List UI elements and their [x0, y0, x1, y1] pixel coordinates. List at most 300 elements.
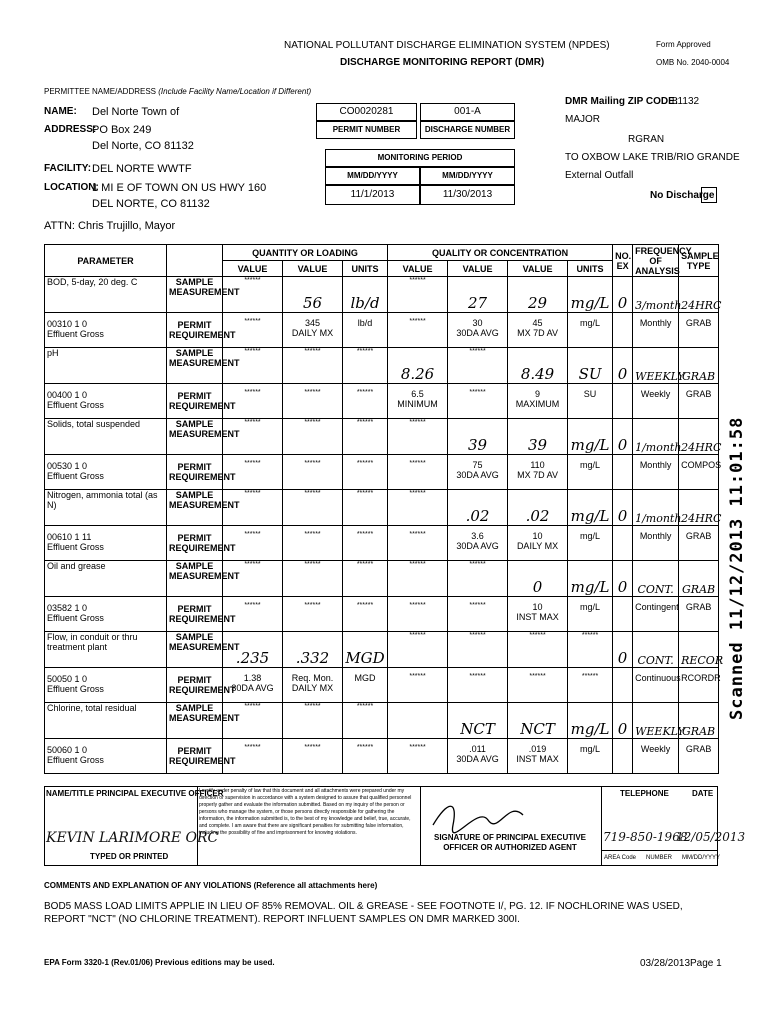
- sample-measurement-label: SAMPLE MEASUREMENT: [167, 277, 223, 313]
- measured-value[interactable]: [448, 490, 508, 526]
- to-date-label: MM/DD/YYYY: [420, 167, 515, 185]
- sample-measurement-label: SAMPLE MEASUREMENT: [167, 490, 223, 526]
- handwritten-value: 24HRC: [681, 512, 722, 525]
- measured-value[interactable]: [568, 703, 613, 739]
- permit-value: [508, 384, 568, 419]
- permit-limit: GRAB: [685, 531, 712, 541]
- permit-value: [388, 668, 448, 703]
- omb-number: OMB No. 2040-0004: [656, 58, 730, 67]
- permit-value: [448, 384, 508, 419]
- blank-value[interactable]: ******: [223, 277, 283, 313]
- permit-requirement-row: [45, 739, 719, 774]
- measured-value[interactable]: [508, 419, 568, 455]
- parameter-code: [45, 384, 167, 419]
- permit-value: [679, 384, 719, 419]
- handwritten-value: WEEKLY: [635, 370, 685, 383]
- blank-value[interactable]: ******: [283, 561, 343, 597]
- attention: ATTN: Chris Trujillo, Mayor: [44, 220, 176, 232]
- permit-value: [679, 526, 719, 561]
- parameter-code: [45, 313, 167, 348]
- permit-value: [633, 384, 679, 419]
- permit-limit: GRAB: [685, 389, 712, 399]
- handwritten-value: mg/L: [570, 578, 610, 596]
- permit-value: [388, 455, 448, 490]
- permit-value: [343, 526, 388, 561]
- monitoring-period-label: MONITORING PERIOD: [325, 149, 515, 167]
- permit-limit: 75: [472, 460, 483, 470]
- permit-limit: ******: [356, 744, 374, 751]
- handwritten-value: 0: [617, 294, 628, 312]
- measured-value[interactable]: [613, 277, 633, 313]
- permit-limit: mg/L: [580, 602, 601, 612]
- blank-value[interactable]: ******: [343, 419, 388, 455]
- permit-limit: 9: [535, 389, 541, 399]
- handwritten-value: 24HRC: [681, 299, 722, 312]
- measured-value[interactable]: [633, 419, 682, 455]
- frequency-header: FREQUENCY OF ANALYSIS: [633, 245, 679, 277]
- measured-value[interactable]: [448, 703, 508, 739]
- telephone-label: TELEPHONE: [620, 789, 669, 798]
- permit-limit-type: 30DA AVG: [231, 683, 274, 693]
- value-header: VALUE: [388, 261, 448, 277]
- blank-value[interactable]: ******: [388, 277, 448, 313]
- permit-limit: ******: [244, 389, 261, 396]
- parameter-code-value: 00400 1 0: [47, 390, 88, 400]
- measured-value[interactable]: [508, 277, 568, 313]
- permit-requirement-row: [45, 668, 719, 703]
- permit-limit: ******: [469, 673, 486, 680]
- permit-value: [568, 313, 613, 348]
- permit-value: [679, 597, 719, 632]
- sample-measurement-row: [45, 632, 719, 668]
- permit-requirement-row: [45, 597, 719, 632]
- measured-value[interactable]: [568, 277, 613, 313]
- permit-limit: ******: [409, 531, 426, 538]
- permit-limit: ******: [356, 602, 374, 609]
- parameter-location: Effluent Gross: [47, 400, 104, 410]
- parameter-code: [45, 739, 167, 774]
- permit-value: [448, 739, 508, 774]
- permit-value: [568, 597, 613, 632]
- permit-limit: ******: [529, 673, 546, 680]
- permit-limit: ******: [469, 389, 486, 396]
- signature-scribble: [428, 795, 528, 835]
- parameter-name: Oil and grease: [45, 561, 167, 597]
- permit-limit: Contingent: [635, 602, 679, 612]
- parameter-location: Effluent Gross: [47, 684, 104, 694]
- permit-limit-type: 30DA AVG: [456, 328, 499, 338]
- permit-limit: GRAB: [685, 318, 712, 328]
- permit-value: [679, 668, 719, 703]
- sample-measurement-row: [45, 419, 719, 455]
- permittee-heading: PERMITTEE NAME/ADDRESS (Include Facility Name/Location if Different): [44, 87, 312, 96]
- measured-value[interactable]: [613, 561, 633, 597]
- measured-value[interactable]: [613, 490, 633, 526]
- facility-label: FACILITY:: [44, 163, 92, 174]
- measured-value[interactable]: [343, 277, 388, 313]
- handwritten-value: CONT.: [637, 654, 674, 667]
- units-header: UNITS: [343, 261, 388, 277]
- parameter-code-value: 00610 1 11: [47, 532, 92, 542]
- measured-value[interactable]: [613, 419, 633, 455]
- handwritten-value: GRAB: [682, 370, 716, 383]
- permit-limit: Req. Mon.: [291, 673, 334, 683]
- sample-measurement-label: SAMPLE MEASUREMENT: [167, 632, 223, 668]
- permit-limit: 30: [472, 318, 483, 328]
- outfall-label: External Outfall: [565, 170, 634, 181]
- value-header: VALUE: [448, 261, 508, 277]
- handwritten-value: .332: [295, 649, 330, 667]
- permit-number: CO0020281: [316, 103, 417, 121]
- permit-limit: ******: [581, 673, 599, 680]
- measured-value[interactable]: [508, 348, 568, 384]
- measured-value[interactable]: [633, 490, 682, 526]
- measured-value[interactable]: [633, 632, 679, 668]
- permit-value: [448, 597, 508, 632]
- permit-value: [283, 597, 343, 632]
- value-header: VALUE: [223, 261, 283, 277]
- permit-limit: ******: [469, 602, 486, 609]
- measured-value[interactable]: [679, 703, 719, 739]
- permit-value: [388, 384, 448, 419]
- parameter-location: Effluent Gross: [47, 755, 104, 765]
- permit-value: [448, 526, 508, 561]
- permit-value: [679, 455, 722, 490]
- measured-value[interactable]: [633, 277, 682, 313]
- units-header: UNITS: [568, 261, 613, 277]
- permittee-name: Del Norte Town of: [92, 106, 180, 118]
- to-date: 11/30/2013: [420, 185, 515, 205]
- discharge-number: 001-A: [420, 103, 515, 121]
- permit-value: [283, 455, 343, 490]
- permit-limit-type: INST MAX: [516, 754, 559, 764]
- parameter-name: pH: [45, 348, 167, 384]
- permit-value: [633, 668, 679, 703]
- permit-limit: ******: [304, 389, 321, 396]
- permit-limit: ******: [409, 602, 426, 609]
- permit-limit: ******: [409, 673, 426, 680]
- permit-limit: Monthly: [639, 531, 672, 541]
- handwritten-value: mg/L: [570, 436, 610, 454]
- permit-limit: ******: [244, 531, 261, 538]
- permit-limit: 6.5: [411, 389, 424, 399]
- blank-value[interactable]: ******: [388, 419, 448, 455]
- value-header: VALUE: [283, 261, 343, 277]
- comments-text: BOD5 MASS LOAD LIMITS APPLIE IN LIEU OF 85% REMOVAL. OIL & GREASE - SEE FOOTNOTE I/, PG. 12. IF NOCHLORINE WAS USED, REPORT "NCT" (NO CHLORINE TREATMENT). REPORT INFLUENT SAMPLES ON DMR MARKED 300I.: [44, 901, 683, 925]
- permit-value: [508, 526, 568, 561]
- handwritten-value: 0: [617, 436, 628, 454]
- permit-value: [633, 313, 679, 348]
- permit-limit: 3.6: [471, 531, 484, 541]
- measured-value[interactable]: [448, 419, 508, 455]
- permit-limit: mg/L: [580, 744, 601, 754]
- permit-requirement-label: PERMIT REQUIREMENT: [167, 668, 223, 703]
- permit-value: [568, 668, 613, 703]
- from-date: 11/1/2013: [325, 185, 420, 205]
- handwritten-value: mg/L: [570, 294, 610, 312]
- blank-value[interactable]: ******: [283, 703, 343, 739]
- permit-limit: 345: [304, 318, 321, 328]
- measured-value[interactable]: [508, 703, 568, 739]
- handwritten-value: .02: [525, 507, 550, 525]
- permit-limit-type: MINIMUM: [397, 399, 438, 409]
- measured-value[interactable]: [568, 561, 613, 597]
- permit-value: [633, 526, 679, 561]
- permit-value: [388, 313, 448, 348]
- measured-value[interactable]: [633, 348, 685, 384]
- footer-form: EPA Form 3320-1 (Rev.01/06) Previous editions may be used.: [44, 958, 275, 967]
- parameter-code: [45, 668, 167, 703]
- measured-value[interactable]: [679, 277, 722, 313]
- mmddyyyy-label: MM/DD/YYYY: [682, 855, 721, 861]
- blank-value[interactable]: ******: [283, 419, 343, 455]
- parameter-name: Nitrogen, ammonia total (as N): [45, 490, 167, 526]
- permit-limit: ******: [244, 460, 261, 467]
- handwritten-value: .235: [235, 649, 270, 667]
- sample-measurement-row: [45, 348, 719, 384]
- permit-value: [343, 668, 388, 703]
- permit-requirement-row: [45, 455, 719, 490]
- measured-value[interactable]: [448, 277, 508, 313]
- permit-limit-type: MX 7D AV: [517, 470, 558, 480]
- measured-value[interactable]: [508, 561, 568, 597]
- measured-value[interactable]: [633, 703, 685, 739]
- permit-limit: lb/d: [357, 318, 373, 328]
- parameter-location: Effluent Gross: [47, 542, 104, 552]
- date-value: 12/05/2013: [676, 830, 746, 844]
- permit-value: [343, 739, 388, 774]
- address-label: ADDRESS:: [44, 124, 97, 135]
- permit-limit: .011: [469, 744, 486, 754]
- permit-requirement-row: [45, 313, 719, 348]
- location-label: LOCATION:: [44, 182, 99, 193]
- permit-limit: 10: [532, 531, 543, 541]
- blank-value[interactable]: ******: [343, 490, 388, 526]
- handwritten-value: 0: [617, 720, 628, 738]
- permit-value: [343, 313, 388, 348]
- permit-value: [508, 739, 568, 774]
- parameter-code-value: 00530 1 0: [47, 461, 88, 471]
- blank-value[interactable]: ******: [343, 348, 388, 384]
- parameter-code-value: 50060 1 0: [47, 745, 88, 755]
- blank-value[interactable]: ******: [223, 490, 283, 526]
- permit-limit: Weekly: [640, 389, 671, 399]
- handwritten-value: 39: [467, 436, 488, 454]
- measured-value[interactable]: [679, 348, 719, 384]
- zip-code: 81132: [672, 96, 700, 107]
- no-discharge-checkbox[interactable]: [701, 187, 717, 203]
- measured-value[interactable]: [679, 561, 719, 597]
- dmr-table: [44, 244, 724, 774]
- permit-limit: Weekly: [640, 744, 671, 754]
- measured-value[interactable]: [568, 348, 613, 384]
- permit-limit: Monthly: [639, 318, 672, 328]
- permit-value: [613, 384, 633, 419]
- footer-page: Page 1: [690, 958, 722, 969]
- handwritten-value: .02: [465, 507, 490, 525]
- handwritten-value: SU: [578, 365, 602, 383]
- permit-limit-type: 30DA AVG: [456, 754, 499, 764]
- permit-value: [633, 597, 679, 632]
- handwritten-value: 27: [467, 294, 488, 312]
- permit-limit: COMPOS: [681, 460, 722, 470]
- handwritten-value: MGD: [345, 649, 385, 667]
- handwritten-value: mg/L: [570, 507, 610, 525]
- measured-value[interactable]: [508, 490, 568, 526]
- permit-limit-type: DAILY MX: [516, 541, 559, 551]
- blank-value[interactable]: ******: [223, 561, 283, 597]
- certification-statement: I certify under penalty of law that this document and all attachments were prepared under my direction or supervision in accordance with a system designed to assure that qualified personnel properly gather and evaluate the information submitted. Based on my inquiry of the person or persons who manage the system, or those persons directly responsible for gathering the information, the information submitted is, to the best of my knowledge and belief, true, accurate, and complete. I am aware that there are significant penalties for submitting false information, including the possibility of fine and imprisonment for knowing violations.: [199, 788, 412, 836]
- measured-value[interactable]: [568, 490, 613, 526]
- blank-value[interactable]: ******: [343, 561, 388, 597]
- permit-value: [388, 739, 448, 774]
- sample-measurement-row: [45, 277, 719, 313]
- handwritten-value: lb/d: [350, 294, 380, 312]
- handwritten-value: 29: [527, 294, 548, 312]
- permit-value: [343, 597, 388, 632]
- permit-limit: SU: [583, 389, 597, 399]
- permit-value: [613, 526, 633, 561]
- permit-requirement-row: [45, 526, 719, 561]
- blank-value[interactable]: ******: [448, 632, 508, 668]
- permit-value: [223, 668, 283, 703]
- blank-value[interactable]: ******: [388, 490, 448, 526]
- permit-value: [283, 384, 343, 419]
- permit-value: [508, 455, 568, 490]
- measured-value[interactable]: [679, 419, 722, 455]
- blank-value[interactable]: ******: [388, 632, 448, 668]
- permit-requirement-label: PERMIT REQUIREMENT: [167, 455, 223, 490]
- scan-stamp: Scanned 11/12/2013 11:01:58: [727, 416, 747, 720]
- address-line-1: PO Box 249: [92, 124, 152, 136]
- permit-limit-type: 30DA AVG: [456, 541, 499, 551]
- measured-value[interactable]: [613, 348, 633, 384]
- from-date-label: MM/DD/YYYY: [325, 167, 420, 185]
- permit-value: [613, 597, 633, 632]
- area-code-label: AREA Code: [604, 855, 637, 861]
- handwritten-value: 56: [302, 294, 323, 312]
- measured-value[interactable]: [613, 703, 633, 739]
- permit-limit: mg/L: [580, 460, 601, 470]
- form-approved: Form Approved: [656, 40, 711, 49]
- handwritten-value: 0: [617, 365, 628, 383]
- name-label: NAME:: [44, 106, 77, 117]
- handwritten-value: CONT.: [637, 583, 674, 596]
- handwritten-value: GRAB: [682, 583, 716, 596]
- permit-value: [283, 668, 343, 703]
- permit-value: [508, 597, 568, 632]
- permit-value: [283, 313, 343, 348]
- permit-requirement-row: [45, 384, 719, 419]
- permit-limit: MGD: [354, 673, 376, 683]
- permit-value: [568, 526, 613, 561]
- handwritten-value: mg/L: [570, 720, 610, 738]
- permit-value: [388, 597, 448, 632]
- permit-limit-type: MAXIMUM: [515, 399, 560, 409]
- parameter-code: [45, 455, 167, 490]
- date-label: DATE: [692, 789, 714, 798]
- handwritten-value: 8.26: [400, 365, 435, 383]
- major-label: MAJOR: [565, 114, 600, 125]
- permit-value: [388, 526, 448, 561]
- blank-value[interactable]: ******: [448, 561, 508, 597]
- measured-value[interactable]: [388, 348, 448, 384]
- blank-value[interactable]: ******: [223, 703, 283, 739]
- location-line-2: DEL NORTE, CO 81132: [92, 198, 210, 210]
- blank-value[interactable]: ******: [283, 348, 343, 384]
- measured-value[interactable]: [568, 419, 613, 455]
- permit-value: [679, 739, 719, 774]
- sample-measurement-row: [45, 703, 719, 739]
- permit-limit: .019: [528, 744, 547, 754]
- comments-heading: COMMENTS AND EXPLANATION OF ANY VIOLATIONS (Reference all attachments here): [44, 881, 378, 890]
- handwritten-value: 1/month: [635, 441, 682, 454]
- handwritten-value: WEEKLY: [635, 725, 685, 738]
- permit-value: [568, 739, 613, 774]
- measured-value[interactable]: [613, 632, 633, 668]
- blank-value[interactable]: ******: [223, 419, 283, 455]
- parameter-code: [45, 526, 167, 561]
- permit-value: [283, 739, 343, 774]
- parameter-name: Chlorine, total residual: [45, 703, 167, 739]
- permit-limit: 10: [532, 602, 543, 612]
- permit-limit: 110: [530, 460, 545, 470]
- permit-limit: Monthly: [639, 460, 672, 470]
- signature-label: SIGNATURE OF PRINCIPAL EXECUTIVE OFFICER OR AUTHORIZED AGENT: [433, 833, 586, 852]
- sample-measurement-row: [45, 490, 719, 526]
- quantity-header: QUANTITY OR LOADING: [223, 245, 388, 261]
- blank-value[interactable]: ******: [568, 632, 613, 668]
- handwritten-value: 24HRC: [681, 441, 722, 454]
- parameter-name: BOD, 5-day, 20 deg. C: [45, 277, 167, 313]
- measured-value[interactable]: [679, 490, 722, 526]
- handwritten-value: RECOR: [681, 654, 724, 667]
- permit-value: [679, 313, 719, 348]
- permit-limit: ******: [304, 460, 321, 467]
- location-line-1: 1 MI E OF TOWN ON US HWY 160: [92, 182, 267, 194]
- parameter-location: Effluent Gross: [47, 613, 104, 623]
- permit-limit: ******: [409, 318, 426, 325]
- permit-limit: RCORDR: [681, 673, 721, 683]
- no-ex-header: NO. EX: [613, 245, 633, 277]
- permit-limit: ******: [356, 460, 374, 467]
- measured-value[interactable]: [343, 632, 388, 668]
- footer-date: 03/28/2013: [640, 958, 691, 969]
- sample-type-header: SAMPLE TYPE: [679, 245, 719, 277]
- blank-value[interactable]: ******: [343, 703, 388, 739]
- measured-value[interactable]: [633, 561, 679, 597]
- blank-value[interactable]: ******: [448, 348, 508, 384]
- blank-value[interactable]: ******: [508, 632, 568, 668]
- measured-value[interactable]: [388, 703, 448, 739]
- parameter-location: Effluent Gross: [47, 329, 104, 339]
- blank-value[interactable]: ******: [223, 348, 283, 384]
- measured-value[interactable]: [679, 632, 724, 668]
- permit-limit: ******: [304, 531, 321, 538]
- sample-measurement-label: SAMPLE MEASUREMENT: [167, 348, 223, 384]
- permit-limit-type: MX 7D AV: [517, 328, 558, 338]
- handwritten-value: 0: [532, 578, 543, 596]
- blank-value[interactable]: ******: [388, 561, 448, 597]
- permit-requirement-label: PERMIT REQUIREMENT: [167, 597, 223, 632]
- measured-value[interactable]: [283, 277, 343, 313]
- permit-value: [633, 455, 679, 490]
- permit-limit: 1.38: [243, 673, 262, 683]
- blank-value[interactable]: ******: [283, 490, 343, 526]
- measured-value[interactable]: [283, 632, 343, 668]
- permit-value: [613, 739, 633, 774]
- permit-value: [343, 384, 388, 419]
